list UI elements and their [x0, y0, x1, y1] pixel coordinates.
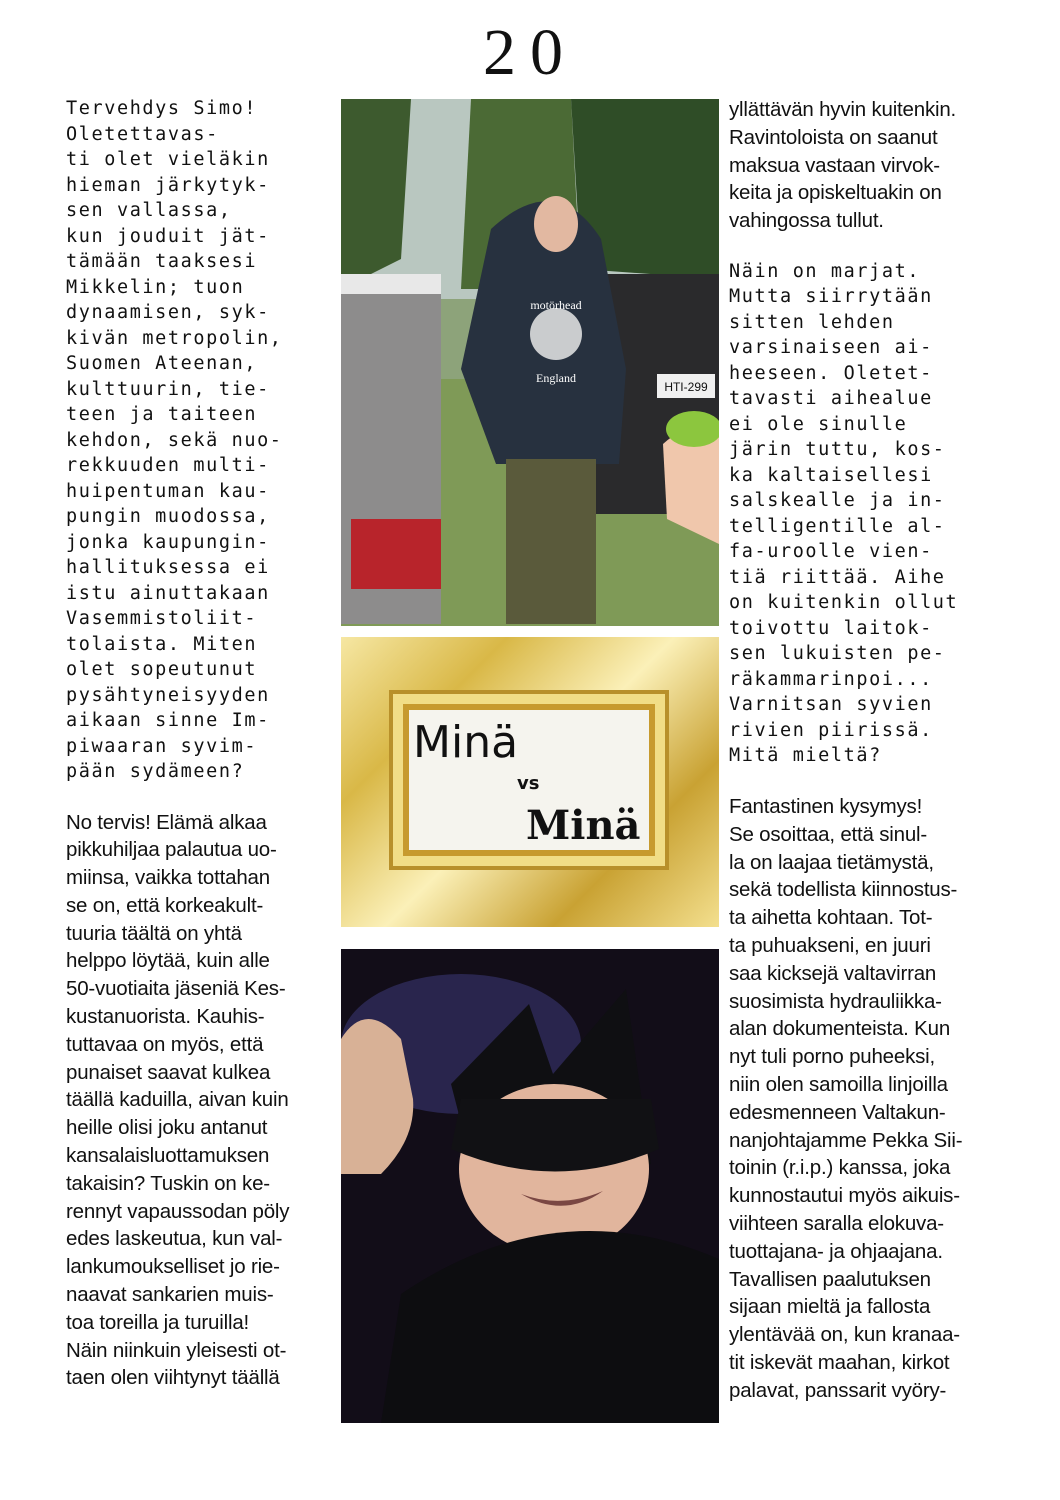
right-answer [729, 793, 995, 1405]
text-line: tuuria täältä on yhtä [66, 921, 242, 945]
text-line: rivien piirissä. [729, 719, 933, 741]
text-line: ti olet vieläkin [66, 149, 270, 170]
text-line: tolaista. Miten [66, 633, 258, 655]
left-question [66, 96, 318, 785]
text-line: Varnitsan syvien [729, 694, 933, 716]
text-line: nyt tuli porno puheeksi, [729, 1045, 936, 1069]
text-line: Ravintoloista on saanut [729, 125, 938, 149]
text-line: Vasemmistoliit- [66, 608, 258, 629]
frame-title-top: Minä [413, 717, 519, 768]
text-line: se on, että korkeakult- [66, 893, 264, 917]
text-line: Suomen Ateenan, [66, 353, 258, 374]
text-line: tit iskevät maahan, kirkot [729, 1350, 950, 1374]
text-line: toa toreilla ja turuilla! [66, 1310, 250, 1334]
text-line: on kuitenkin ollut [729, 592, 959, 614]
text-line: pikkuhiljaa palautua uo- [66, 838, 277, 862]
text-line: huipentuman kau- [66, 480, 270, 502]
text-line: kivän metropolin, [66, 327, 283, 349]
text-line: Tavallisen paalutuksen [729, 1267, 931, 1291]
text-line: dynaamisen, syk- [66, 302, 270, 323]
text-line: suosimista hydrauliikka- [729, 989, 942, 1013]
text-line: kun jouduit jät- [66, 225, 270, 247]
shirt-text-bottom: England [536, 371, 576, 385]
text-line: heeseen. Oletet- [729, 362, 933, 384]
gold-frame-title [341, 637, 719, 927]
text-line: ylentävää on, kun kranaa- [729, 1323, 960, 1347]
text-line: keita ja opiskeltuakin on [729, 181, 942, 205]
text-line: järin tuttu, kos- [729, 439, 946, 461]
text-line: rennyt vapaussodan pöly [66, 1199, 290, 1223]
text-line: sen vallassa, [66, 200, 232, 221]
text-line: salskealle ja in- [729, 490, 946, 512]
text-line: Se osoittaa, että sinul- [729, 822, 928, 846]
frame-versus: vs [517, 773, 540, 794]
text-line: naavat sankarien muis- [66, 1283, 274, 1307]
text-line: punaiset saavat kulkea [66, 1060, 271, 1084]
text-line: saa kicksejä valtavirran [729, 961, 937, 985]
text-line: teen ja taiteen [66, 404, 258, 425]
text-line: maksua vastaan virvok- [729, 153, 940, 177]
text-line: viihteen saralla elokuva- [729, 1211, 944, 1235]
text-line: Näin niinkuin yleisesti ot- [66, 1338, 287, 1362]
left-column [66, 96, 318, 1392]
text-line: tuottajana- ja ohjaajana. [729, 1239, 943, 1263]
text-line: olet sopeutunut [66, 659, 258, 680]
text-line: telligentille al- [729, 515, 946, 537]
text-line: alan dokumenteista. Kun [729, 1017, 951, 1041]
text-line: ka kaltaisellesi [729, 464, 933, 486]
photo-batman-illustration [341, 949, 719, 1423]
photo-batman-mask [341, 949, 719, 1423]
text-line: Näin on marjat. [729, 260, 921, 282]
text-line: edesmenneen Valtakun- [729, 1100, 946, 1124]
text-line: hieman järkytyk- [66, 174, 270, 196]
text-line: jonka kaupungin- [66, 531, 270, 553]
text-line: täällä kaduilla, aivan kuin [66, 1088, 289, 1112]
text-line: 50-vuotiaita jäseniä Kes- [66, 977, 286, 1001]
text-line: rekkuuden multi- [66, 455, 270, 476]
text-line: tämään taaksesi [66, 251, 258, 272]
text-line: kehdon, sekä nuo- [66, 429, 283, 451]
text-line: takaisin? Tuskin on ke- [66, 1171, 270, 1195]
text-line: kunnostautui myös aikuis- [729, 1184, 960, 1208]
text-line: heille olisi joku antanut [66, 1116, 268, 1140]
text-line: varsinaiseen ai- [729, 337, 933, 359]
text-line: ta puhuakseni, en juuri [729, 933, 931, 957]
text-line: kustanuorista. Kauhis- [66, 1005, 265, 1029]
text-line: sen lukuisten pe- [729, 643, 946, 665]
text-line: miinsa, vaikka tottahan [66, 866, 270, 890]
text-line: vahingossa tullut. [729, 209, 884, 233]
text-line: Oletettavas- [66, 123, 219, 145]
right-answer-continued [729, 96, 995, 235]
text-line: taen olen viihtynyt täällä [66, 1366, 280, 1390]
right-column [729, 96, 995, 1405]
text-line: aikaan sinne Im- [66, 710, 270, 731]
text-line: pysähtyneisyyden [66, 684, 270, 706]
shirt-text-top: motörhead [530, 298, 582, 312]
text-line: tiä riittää. Aihe [729, 566, 946, 588]
text-line: Tervehdys Simo! [66, 98, 258, 119]
text-line: palavat, panssarit vyöry- [729, 1378, 947, 1402]
text-line: Fantastinen kysymys! [729, 794, 923, 818]
text-line: piwaaran syvim- [66, 735, 258, 757]
text-line: pään sydämeen? [66, 761, 245, 782]
text-line: räkammarinpoi... [729, 668, 933, 690]
photo-hoodie-illustration [341, 99, 719, 626]
text-line: la on laajaa tietämystä, [729, 850, 934, 874]
text-line: tavasti aihealue [729, 388, 933, 410]
right-question [729, 259, 995, 769]
text-line: niin olen samoilla linjoilla [729, 1072, 948, 1096]
text-line: nanjohtajamme Pekka Sii- [729, 1128, 963, 1152]
text-line: pungin muodossa, [66, 506, 270, 527]
text-line: istu ainuttakaan [66, 582, 270, 604]
text-line: Mitä mieltä? [729, 745, 882, 767]
text-line: toivottu laitok- [729, 617, 933, 639]
text-line: Mikkelin; tuon [66, 276, 245, 298]
text-line: sitten lehden [729, 311, 895, 333]
photo-man-in-hoodie [341, 99, 719, 626]
text-line: tuttavaa on myös, että [66, 1032, 264, 1056]
text-line: Mutta siirrytään [729, 286, 933, 308]
text-line: ta aihetta kohtaan. Tot- [729, 906, 933, 930]
text-line: sekä todellista kiinnostus- [729, 878, 958, 902]
frame-title-bottom: Minä [526, 802, 641, 849]
left-answer [66, 809, 318, 1393]
text-line: edes laskeutua, kun val- [66, 1227, 283, 1251]
text-line: hallituksessa ei [66, 557, 270, 578]
text-line: yllättävän hyvin kuitenkin. [729, 98, 957, 121]
text-line: sijaan mieltä ja fallosta [729, 1295, 931, 1319]
text-line: toinin (r.i.p.) kanssa, joka [729, 1156, 951, 1180]
text-line: kulttuurin, tie- [66, 378, 270, 400]
text-line: fa-uroolle vien- [729, 541, 933, 563]
text-line: kansalaisluottamuksen [66, 1144, 270, 1168]
text-line: No tervis! Elämä alkaa [66, 810, 267, 834]
text-line: lankumoukselliset jo rie- [66, 1255, 280, 1279]
license-plate: HTI-299 [664, 380, 708, 394]
text-line: helppo löytää, kuin alle [66, 949, 270, 973]
page-number: 20 [483, 16, 577, 89]
text-line: ei ole sinulle [729, 413, 908, 435]
